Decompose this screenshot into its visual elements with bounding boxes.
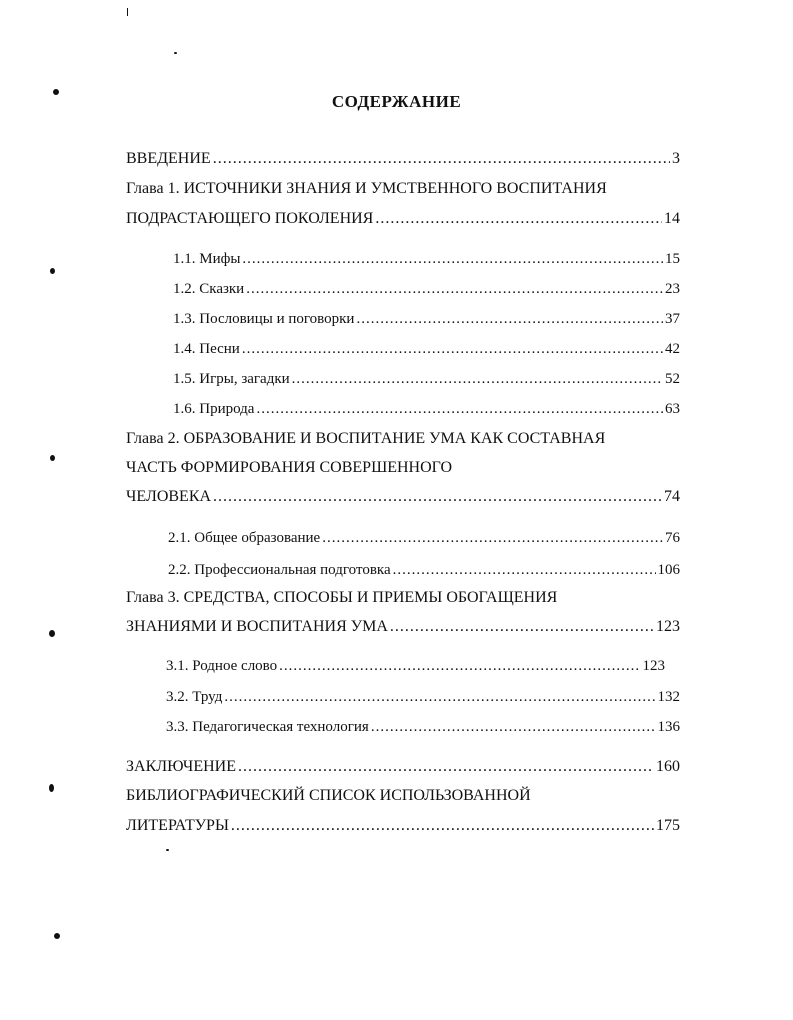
toc-label: ЧЕЛОВЕКА [126,488,212,505]
toc-entry-1-4 [173,339,680,359]
scan-speck [50,455,55,461]
leader-dots [356,309,663,329]
toc-entry-intro [126,149,680,169]
toc-page: 74 [664,488,680,505]
leader-dots [393,560,656,580]
toc-entry-2-1 [168,528,680,548]
toc-label: 1.1. Мифы [173,251,241,267]
toc-page: 76 [665,530,680,546]
scan-speck [53,89,59,95]
toc-label: ЗАКЛЮЧЕНИЕ [126,758,236,775]
toc-bibliography-line-1: БИБЛИОГРАФИЧЕСКИЙ СПИСОК ИСПОЛЬЗОВАННОЙ [126,787,531,804]
toc-page: 132 [657,689,680,705]
toc-page: 175 [656,817,680,834]
toc-label: 2.2. Профессиональная подготовка [168,562,391,578]
leader-dots [292,369,663,389]
toc-entry-1-3 [173,309,680,329]
toc-entry-chapter-3 [126,617,680,637]
toc-page: 123 [656,618,680,635]
toc-label: 1.5. Игры, загадки [173,371,290,387]
toc-chapter-3-line-1: Глава 3. СРЕДСТВА, СПОСОБЫ И ПРИЕМЫ ОБОГАЩЕНИЯ [126,589,558,606]
leader-dots [322,528,663,548]
leader-dots [213,149,670,169]
toc-page: 14 [664,210,680,227]
scan-speck [49,784,54,792]
toc-label: 1.6. Природа [173,401,255,417]
leader-dots [242,249,663,269]
leader-dots [213,487,662,507]
leader-dots [375,209,662,229]
toc-page: 42 [665,341,680,357]
toc-page: 23 [665,281,680,297]
toc-page: 63 [665,401,680,417]
toc-label: ЛИТЕРАТУРЫ [126,817,229,834]
toc-page: 123 [642,658,665,674]
toc-label: 3.1. Родное слово [166,658,278,674]
leader-dots [371,717,656,737]
toc-page: 3 [672,150,680,167]
page-title: СОДЕРЖАНИЕ [331,92,462,111]
leader-dots [231,816,654,836]
toc-chapter-2-line-1: Глава 2. ОБРАЗОВАНИЕ И ВОСПИТАНИЕ УМА КАК СОСТАВНАЯ [126,430,606,447]
scan-speck [49,630,55,637]
toc-chapter-1-line-1: Глава 1. ИСТОЧНИКИ ЗНАНИЯ И УМСТВЕННОГО ВОСПИТАНИЯ [126,180,607,197]
toc-label: 2.1. Общее образование [168,530,321,546]
toc-entry-chapter-1 [126,209,680,229]
toc-entry-3-2 [166,687,680,707]
leader-dots [390,617,654,637]
leader-dots [224,687,655,707]
scan-speck [166,849,169,851]
toc-page: 37 [665,311,680,327]
scan-speck [50,268,55,274]
toc-label: 1.4. Песни [173,341,240,357]
toc-page: 160 [656,758,680,775]
leader-dots [238,757,654,777]
toc-entry-2-2 [168,560,680,580]
toc-entry-3-1 [166,656,665,676]
toc-page: 106 [657,562,680,578]
toc-label: ВВЕДЕНИЕ [126,150,211,167]
toc-entry-1-5 [173,369,680,389]
toc-entry-1-1 [173,249,680,269]
toc-label: 1.2. Сказки [173,281,245,297]
toc-entry-1-2 [173,279,680,299]
leader-dots [279,656,640,676]
toc-page: 136 [657,719,680,735]
toc-label: ЗНАНИЯМИ И ВОСПИТАНИЯ УМА [126,618,388,635]
scan-speck [174,52,177,54]
toc-label: 1.3. Пословицы и поговорки [173,311,355,327]
toc-entry-conclusion [126,757,680,777]
toc-entry-3-3 [166,717,680,737]
leader-dots [246,279,663,299]
leader-dots [242,339,663,359]
scan-speck [127,8,128,16]
toc-chapter-2-line-2: ЧАСТЬ ФОРМИРОВАНИЯ СОВЕРШЕННОГО [126,459,453,476]
toc-label: 3.2. Труд [166,689,223,705]
toc-page: 15 [665,251,680,267]
scan-speck [54,933,60,939]
toc-page: 52 [665,371,680,387]
toc-label: 3.3. Педагогическая технология [166,719,369,735]
toc-entry-chapter-2 [126,487,680,507]
toc-entry-1-6 [173,399,680,419]
toc-label: ПОДРАСТАЮЩЕГО ПОКОЛЕНИЯ [126,210,374,227]
leader-dots [256,399,663,419]
toc-entry-bibliography [126,816,680,836]
